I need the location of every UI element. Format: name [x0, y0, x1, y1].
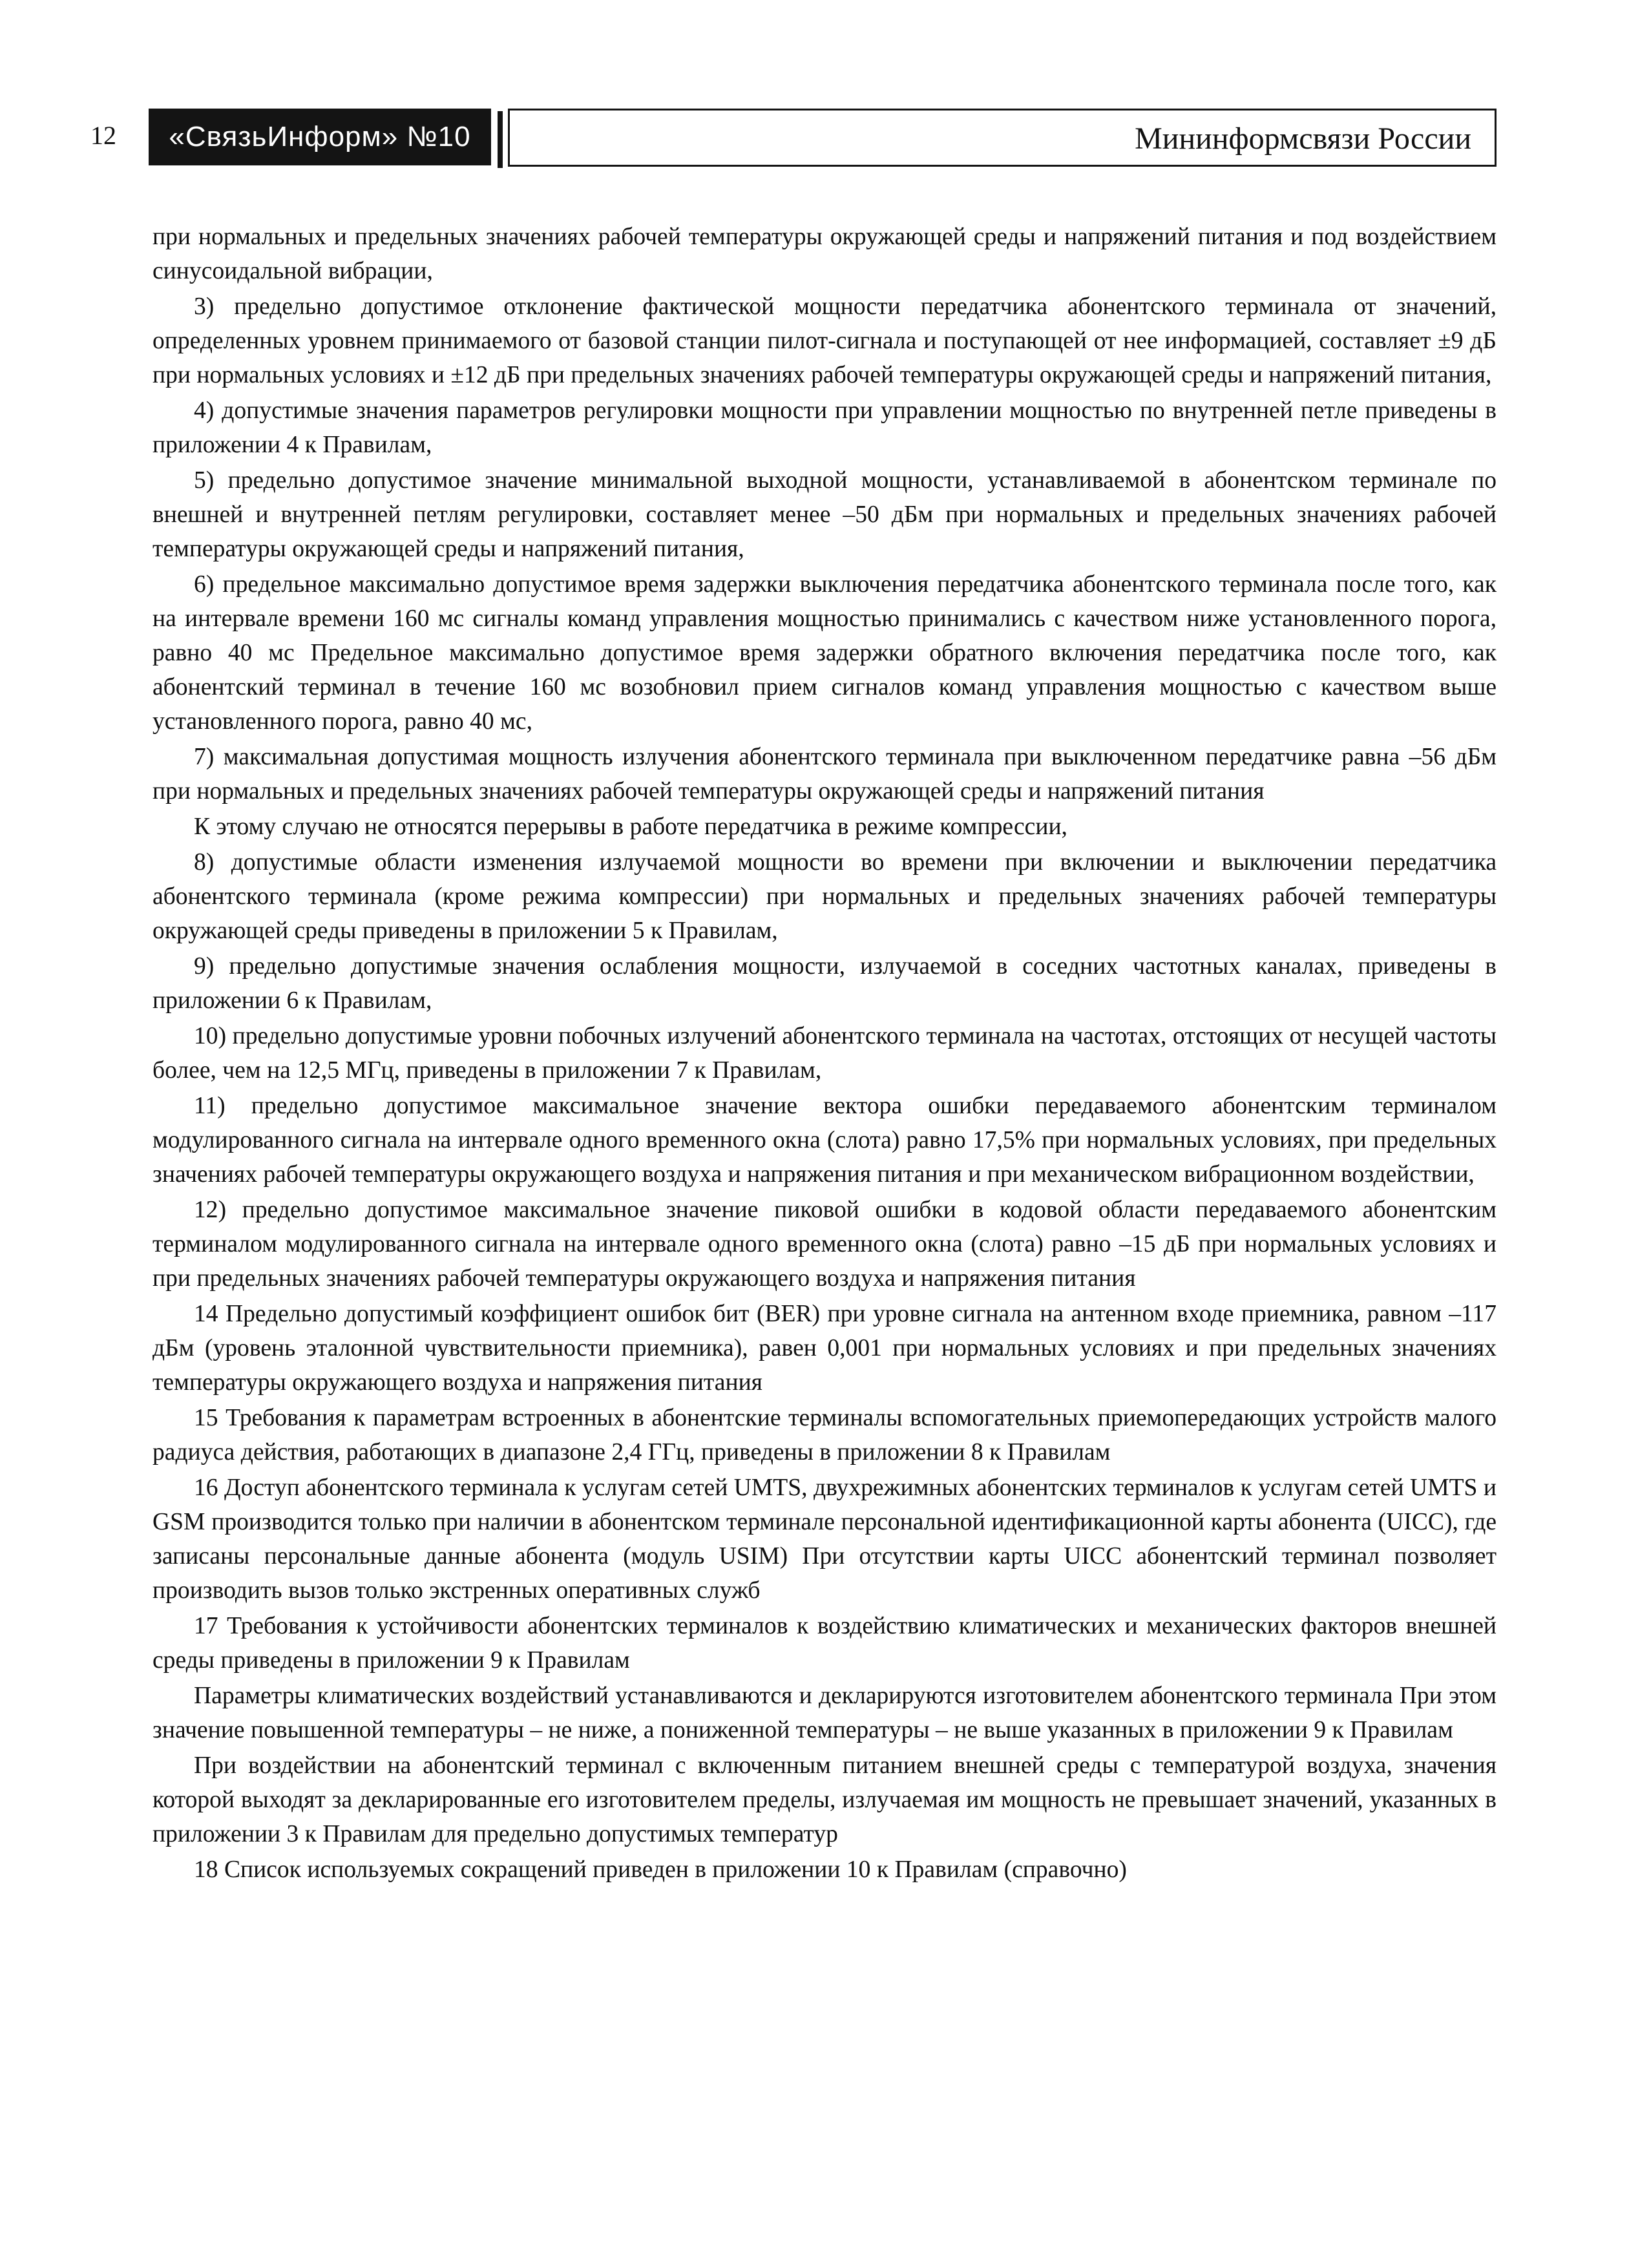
paragraph: 11) предельно допустимое максимальное значение вектора ошибки передаваемого абонентским терминалом модулированного сигнала на интервале одного временного окна (слота) равно 17,5% при нормальных условиях, при предельных значениях рабочей температуры окружающего воздуха и напряжения питания и при механическом вибрационном воздействии, [152, 1093, 1497, 1188]
header-divider [498, 111, 503, 168]
paragraph: 7) максимальная допустимая мощность излучения абонентского терминала при выключенном передатчике равна –56 дБм при нормальных и предельных значениях рабочей температуры окружающей среды и напряжений питания [152, 744, 1497, 804]
running-header [149, 109, 1497, 168]
paragraph: 8) допустимые области изменения излучаемой мощности во времени при включении и выключении передатчика абонентского терминала (кроме режима компрессии) при нормальных и предельных значениях рабочей температуры окружающей среды приведены в приложении 5 к Правилам, [152, 849, 1497, 944]
paragraph: 17 Требования к устойчивости абонентских терминалов к воздействию климатических и механических факторов внешней среды приведены в приложении 9 к Правилам [152, 1613, 1497, 1674]
paragraph: 12) предельно допустимое максимальное значение пиковой ошибки в кодовой области передаваемого абонентским терминалом модулированного сигнала на интервале одного временного окна (слота) равно –15 дБ при нормальных условиях и при предельных значениях рабочей температуры окружающего воздуха и напряжения питания [152, 1197, 1497, 1292]
paragraph: 3) предельно допустимое отклонение фактической мощности передатчика абонентского терминала от значений, определенных уровнем принимаемого от базовой станции пилот-сигнала и поступающей от нее информацией, составляет ±9 дБ при нормальных условиях и ±12 дБ при предельных значениях рабочей температуры окружающей среды и напряжений питания, [152, 293, 1497, 388]
paragraph: 6) предельное максимально допустимое время задержки выключения передатчика абонентского терминала после того, как на интервале времени 160 мс сигналы команд управления мощностью принимались с качеством ниже установленного порога, равно 40 мс Предельное максимально допустимое время задержки обратного включения передатчика после того, как абонентский терминал в течение 160 мс возобновил прием сигналов команд управления мощностью с качеством выше установленного порога, равно 40 мс, [152, 571, 1497, 735]
paragraph: при нормальных и предельных значениях рабочей температуры окружающей среды и напряжений питания и под воздействием синусоидальной вибрации, [152, 224, 1497, 284]
paragraph: 15 Требования к параметрам встроенных в абонентские терминалы вспомогательных приемопередающих устройств малого радиуса действия, работающих в диапазоне 2,4 ГГц, приведены в приложении 8 к Правилам [152, 1405, 1497, 1465]
paragraph: 14 Предельно допустимый коэффициент ошибок бит (BER) при уровне сигнала на антенном входе приемника, равном –117 дБм (уровень эталонной чувствительности приемника), равен 0,001 при нормальных условиях и при предельных значениях температуры окружающего воздуха и напряжения питания [152, 1301, 1497, 1396]
paragraph: При воздействии на абонентский терминал с включенным питанием внешней среды с температурой воздуха, значения которой выходят за декларированные его изготовителем пределы, излучаемая им мощность не превышает значений, указанных в приложении 3 к Правилам для предельно допустимых температур [152, 1752, 1497, 1847]
page-number: 12 [90, 121, 116, 150]
paragraph: 5) предельно допустимое значение минимальной выходной мощности, устанавливаемой в абонентском терминале по внешней и внутренней петлям регулировки, составляет менее –50 дБм при нормальных и предельных значениях рабочей температуры окружающей среды и напряжений питания, [152, 467, 1497, 562]
paragraph: 10) предельно допустимые уровни побочных излучений абонентского терминала на частотах, отстоящих от несущей частоты более, чем на 12,5 МГц, приведены в приложении 7 к Правилам, [152, 1023, 1497, 1084]
ministry-box [508, 109, 1497, 167]
paragraph: К этому случаю не относятся перерывы в работе передатчика в режиме компрессии, [194, 814, 1067, 840]
paragraph: 9) предельно допустимые значения ослабления мощности, излучаемой в соседних частотных каналах, приведены в приложении 6 к Правилам, [152, 953, 1497, 1014]
journal-title: «СвязьИнформ» №10 [149, 109, 491, 165]
paragraph: 16 Доступ абонентского терминала к услугам сетей UMTS, двухрежимных абонентских терминалов к услугам сетей UMTS и GSM производится только при наличии в абонентском терминале персональной идентификационной карты абонента (UICC), где записаны персональные данные абонента (модуль USIM) При отсутствии карты UICC абонентский терминал позволяет производить вызов только экстренных оперативных служб [152, 1475, 1497, 1604]
paragraph: 4) допустимые значения параметров регулировки мощности при управлении мощностью по внутренней петле приведены в приложении 4 к Правилам, [152, 397, 1497, 458]
document-body [152, 220, 1497, 1888]
paragraph: Параметры климатических воздействий устанавливаются и декларируются изготовителем абонентского терминала При этом значение повышенной температуры – не ниже, а пониженной температуры – не выше указанных в приложении 9 к Правилам [152, 1683, 1497, 1743]
paragraph: 18 Список используемых сокращений приведен в приложении 10 к Правилам (справочно) [194, 1856, 1127, 1883]
ministry-name: Мининформсвязи России [1135, 121, 1471, 156]
